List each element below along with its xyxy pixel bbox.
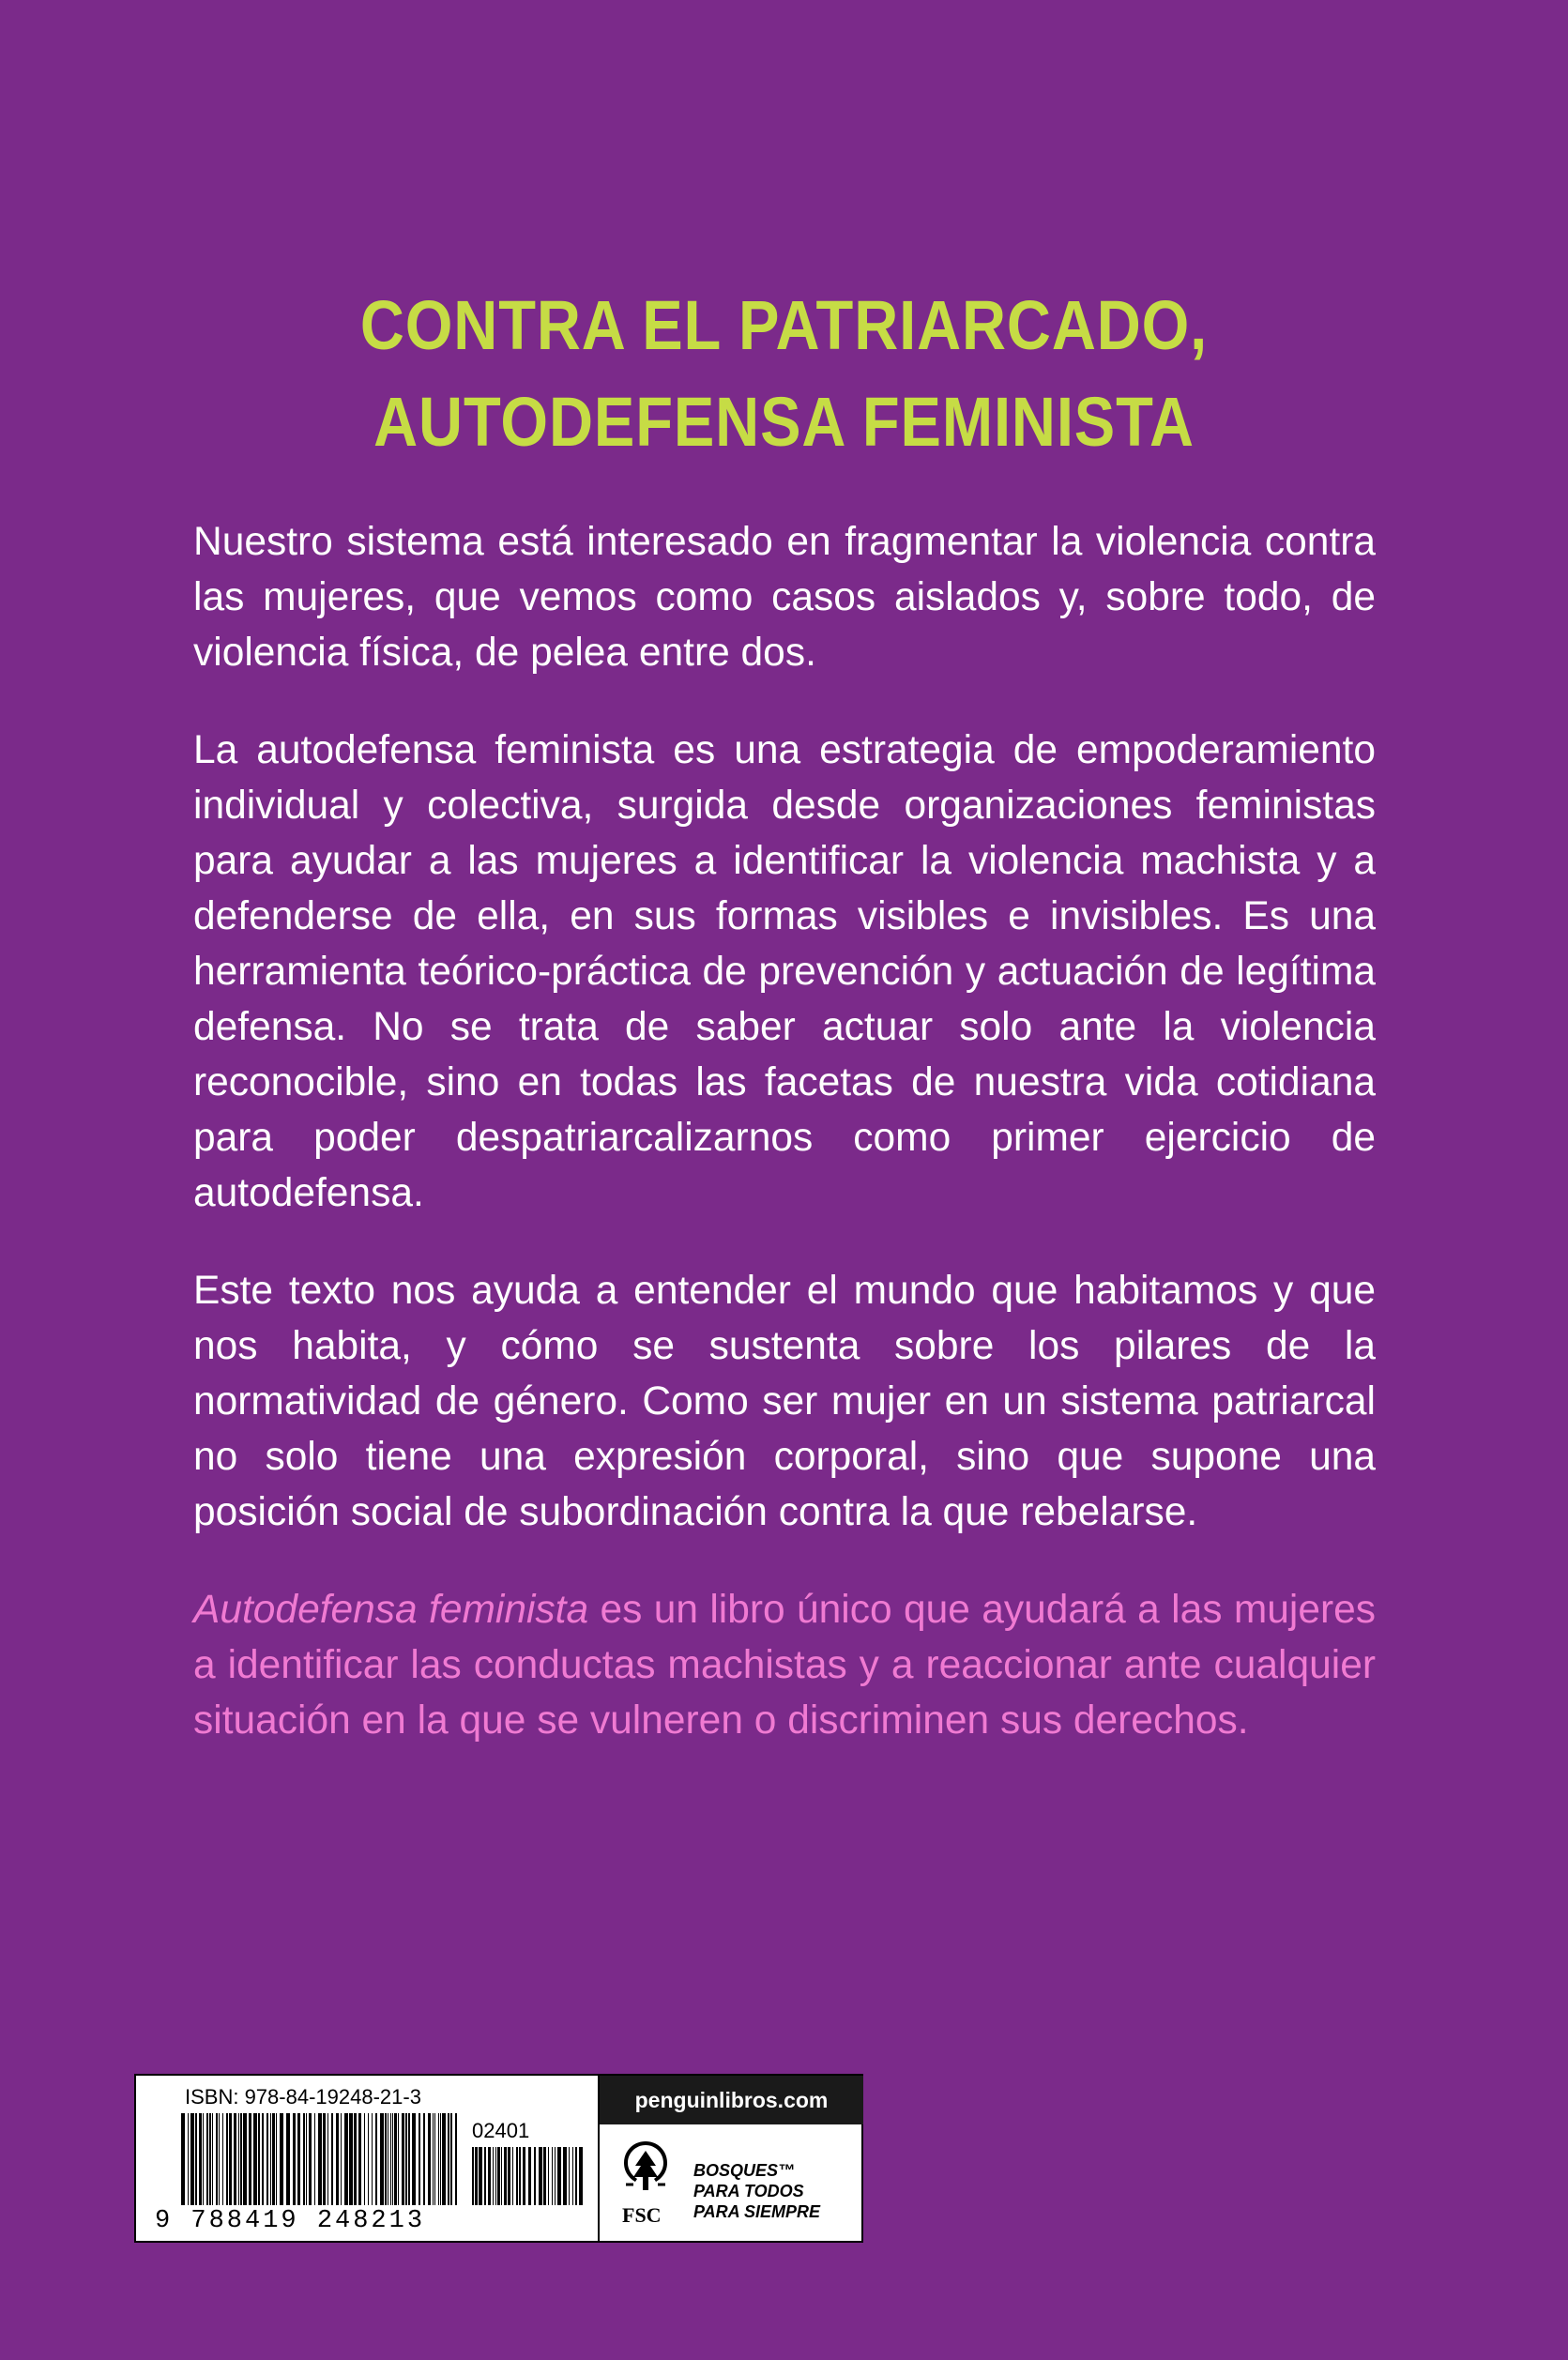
title-line-1: CONTRA EL PATRIARCADO,: [359, 286, 1209, 364]
barcode-panel: [134, 2074, 863, 2243]
blurb-text: [193, 514, 1376, 1790]
cover-title: [94, 277, 1473, 470]
barcode-icon: [181, 2113, 459, 2205]
paragraph-3: Este texto nos ayuda a entender el mundo que habitamos y que nos habita, y cómo se sustenta sobre los pilares de la normatividad de género. Como ser mujer en un sistema patriarcal no solo tiene una expresión corporal, sino que supone una posición social de subordinación contra la que rebelarse.: [193, 1269, 1376, 1534]
barcode-addon-icon: [472, 2147, 583, 2205]
fsc-label: FSC: [622, 2203, 662, 2227]
title-line-2: AUTODEFENSA FEMINISTA: [373, 383, 1195, 461]
publisher-panel: [598, 2076, 863, 2241]
barcode-digits: 9 788419 248213: [155, 2207, 426, 2235]
isbn-text: ISBN: 978-84-19248-21-3: [185, 2085, 421, 2109]
fsc-tree-icon: [617, 2138, 675, 2200]
website-link[interactable]: penguinlibros.com: [600, 2076, 863, 2124]
closing-text: es un libro único que ayudará a las mujeres a identificar las conductas machistas y a reaccionar ante cualquier situación en la que se vulneren o discriminen sus derechos.: [193, 1588, 1376, 1743]
fsc-slogan: BOSQUES™ PARA TODOS PARA SIEMPRE: [693, 2161, 821, 2221]
book-title-italic: Autodefensa feminista: [193, 1588, 589, 1632]
price-code: 02401: [472, 2119, 530, 2142]
closing-paragraph: [193, 1582, 1376, 1748]
paragraph-1: Nuestro sistema está interesado en fragmentar la violencia contra las mujeres, que vemos como casos aislados y, sobre todo, de violencia física, de pelea entre dos.: [193, 520, 1376, 675]
paragraph-2: La autodefensa feminista es una estrategia de empoderamiento individual y colectiva, surgida desde organizaciones feministas para ayudar a las mujeres a identificar la violencia machista y a defenderse de ella, en sus formas visibles e invisibles. Es una herramienta teórico-práctica de prevención y actuación de legítima defensa. No se trata de saber actuar solo ante la violencia reconocible, sino en todas las facetas de nuestra vida cotidiana para poder despatriarcalizarnos como primer ejercicio de autodefensa.: [193, 728, 1376, 1215]
